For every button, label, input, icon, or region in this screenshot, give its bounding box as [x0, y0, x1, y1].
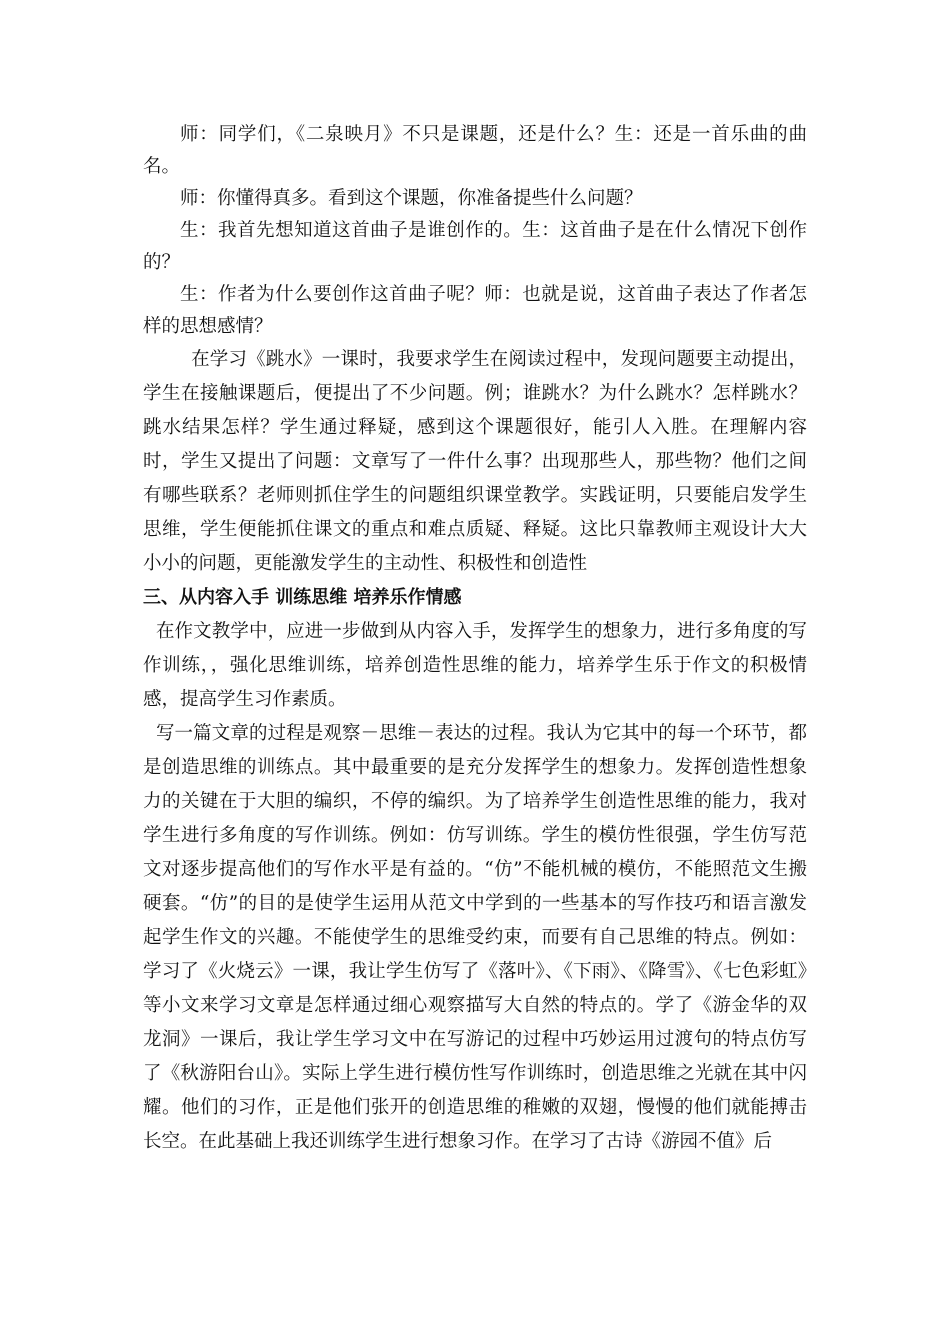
paragraph-writing-process: 写一篇文章的过程是观察－思维－表达的过程。我认为它其中的每一个环节，都是创造思维的训练点。其中最重要的是充分发挥学生的想象力。发挥创造性想象力的关键在于大胆的编织，不停的编织。为了培养学生创造性思维的能力，我对学生进行多角度的写作训练。例如：仿写训练。学生的模仿性很强，学生仿写范文对逐步提高他们的写作水平是有益的。“仿”不能机械的模仿，不能照范文生搬硬套。“仿”的目的是使学生运用从范文中学到的一些基本的写作技巧和语言激发起学生作文的兴趣。不能使学生的思维受约束，而要有自己思维的特点。例如：学习了《火烧云》一课，我让学生仿写了《落叶》、《下雨》、《降雪》、《七色彩虹》等小文来学习文章是怎样通过细心观察描写大自然的特点的。学了《游金华的双龙洞》一课后，我让学生学习文中在写游记的过程中巧妙运用过渡句的特点仿写了《秋游阳台山》。实际上学生进行模仿性写作训练时，创造思维之光就在其中闪耀。他们的习作，正是他们张开的创造思维的稚嫩的双翅，慢慢的他们就能搏击长空。在此基础上我还训练学生进行想象习作。在学习了古诗《游园不值》后 — [143, 723, 807, 1152]
paragraph-tiaoshui: 在学习《跳水》一课时，我要求学生在阅读过程中，发现问题要主动提出，学生在接触课题后，便提出了不少问题。例；谁跳水？为什么跳水？怎样跳水？跳水结果怎样？学生通过释疑，感到这个课题很好，能引人入胜。在理解内容时，学生又提出了问题：文章写了一件什么事？出现那些人，那些物？他们之间有哪些联系？老师则抓住学生的问题组织课堂教学。实践证明，只要能启发学生思维，学生便能抓住课文的重点和难点质疑、释疑。这比只靠教师主观设计大大小小的问题，更能激发学生的主动性、积极性和创造性 — [143, 349, 807, 574]
section-heading: 三、从内容入手 训练思维 培养乐作情感 — [143, 587, 462, 608]
paragraph-composition-intro: 在作文教学中，应进一步做到从内容入手，发挥学生的想象力，进行多角度的写作训练，，强化思维训练，培养创造性思维的能力，培养学生乐于作文的积极情感，提高学生习作素质。 — [143, 621, 807, 710]
dialogue-line-1: 师：同学们，《二泉映月》不只是课题，还是什么？生：还是一首乐曲的曲名。 — [143, 124, 807, 177]
dialogue-line-2: 师：你懂得真多。看到这个课题，你准备提些什么问题？ — [180, 188, 643, 209]
dialogue-line-4: 生：作者为什么要创作这首曲子呢？师：也就是说，这首曲子表达了作者怎样的思想感情？ — [143, 284, 807, 337]
document-body — [143, 119, 807, 1159]
dialogue-line-3: 生：我首先想知道这首曲子是谁创作的。生：这首曲子是在什么情况下创作的？ — [143, 220, 807, 273]
dialogue-block — [143, 119, 807, 343]
